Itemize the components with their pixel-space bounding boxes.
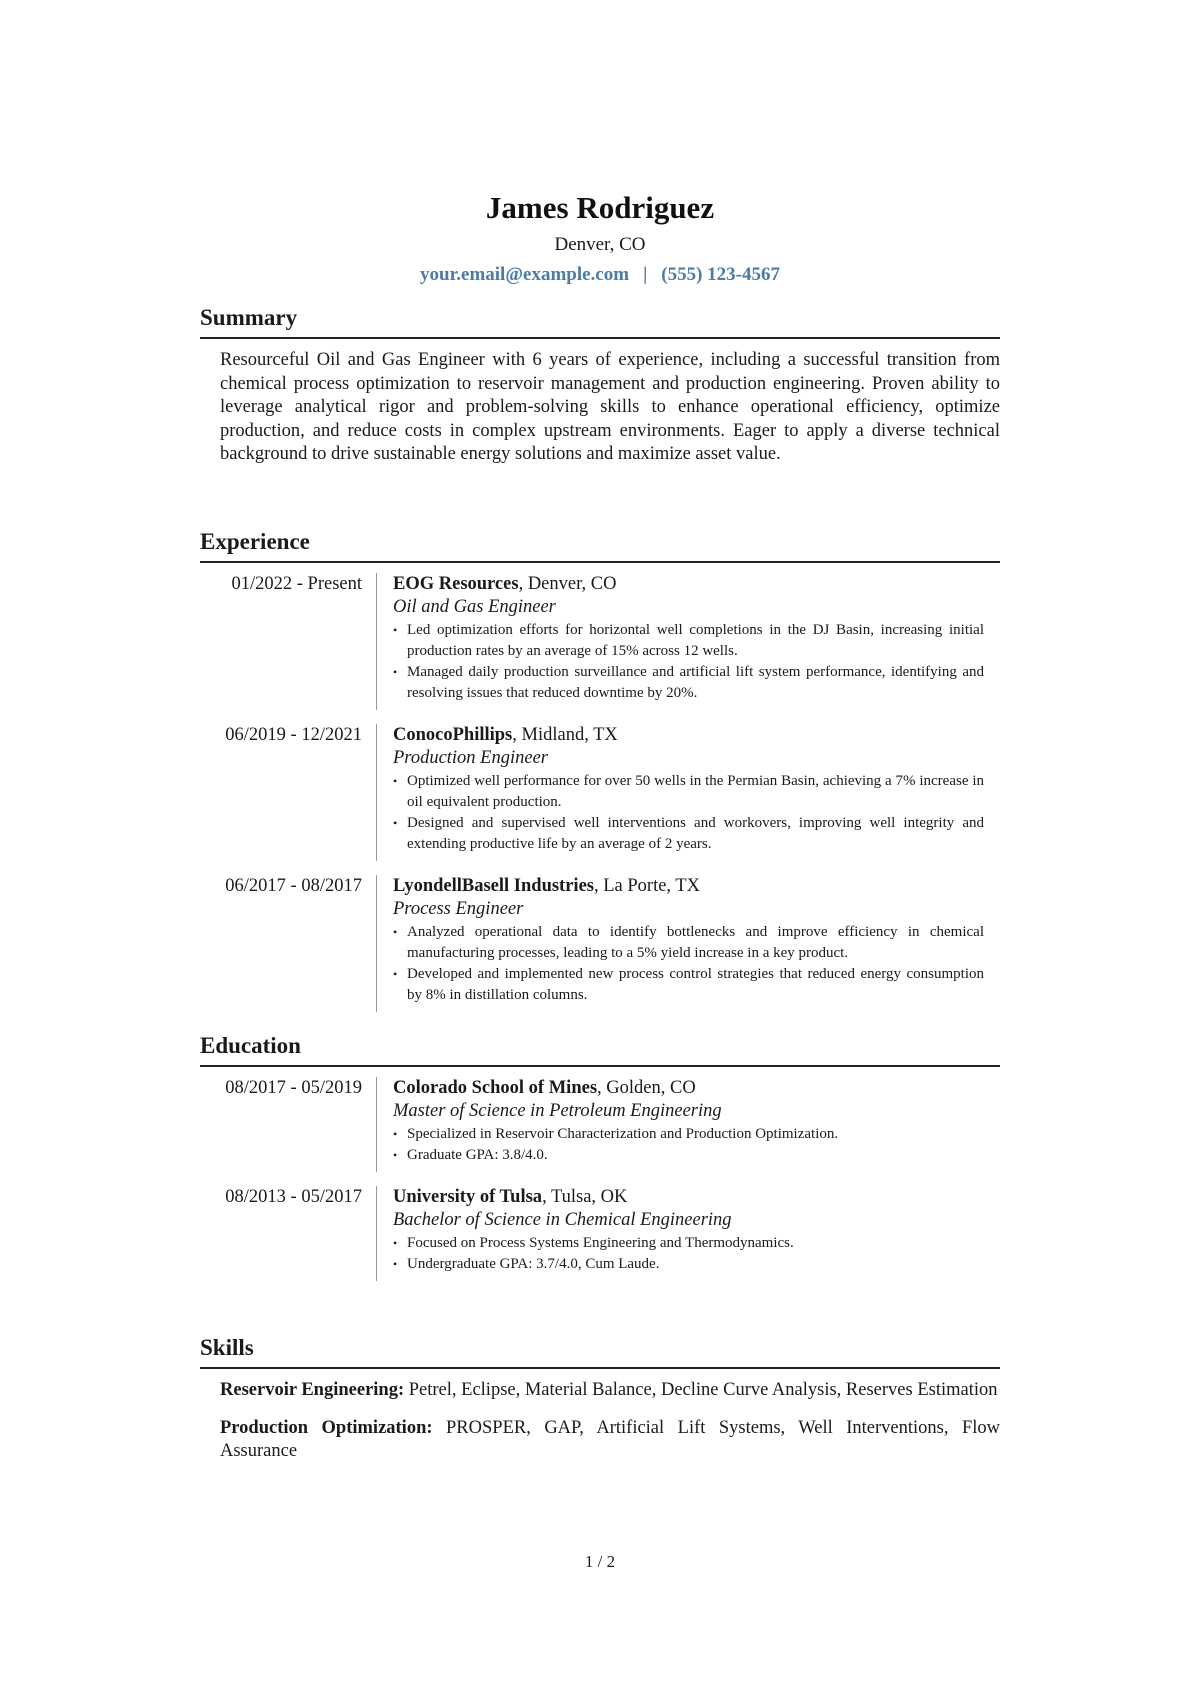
entry-date: 06/2017 - 08/2017 [225, 876, 362, 896]
entry-org-name: University of Tulsa [393, 1187, 543, 1207]
entry-org-location: , Golden, CO [597, 1078, 696, 1098]
entry-bullets [393, 922, 984, 1006]
entry-body [376, 1186, 984, 1281]
experience-section [200, 527, 1000, 1012]
entry-role: Bachelor of Science in Chemical Engineering [393, 1210, 732, 1230]
candidate-location: Denver, CO [554, 234, 646, 255]
entry-org [393, 573, 984, 596]
entry-date: 08/2017 - 05/2019 [225, 1078, 362, 1098]
resume-header [200, 188, 1000, 288]
summary-text: Resourceful Oil and Gas Engineer with 6 years of experience, including a successful transition from chemical process optimization to reservoir management and production engineering. Proven ability to leverage analytical rigor and problem-solving skills to enhance operational efficiency, optimize production, and reduce costs in complex upstream environments. Eager to apply a diverse technical background to drive sustainable energy solutions and maximize asset value. [220, 350, 1000, 464]
education-entry [200, 1077, 1000, 1172]
experience-entry [200, 875, 1000, 1012]
entry-org-name: Colorado School of Mines [393, 1078, 598, 1098]
section-title-skills: Skills [200, 1333, 1000, 1369]
entry-org-location: , Denver, CO [518, 574, 617, 594]
section-title-education: Education [200, 1031, 1000, 1067]
resume-page [200, 0, 1000, 1683]
bullet-item: • Specialized in Reservoir Characterization and Production Optimization. [393, 1124, 984, 1145]
entry-body [376, 875, 984, 1012]
bullet-item: • Undergraduate GPA: 3.7/4.0, Cum Laude. [393, 1254, 984, 1275]
entry-body [376, 1077, 984, 1172]
bullet-item: • Focused on Process Systems Engineering and Thermodynamics. [393, 1233, 984, 1254]
bullet-item: • Analyzed operational data to identify bottlenecks and improve efficiency in chemical manufacturing processes, leading to a 5% yield increase in a key product. [393, 922, 984, 964]
entry-body [376, 573, 984, 710]
entry-org [393, 875, 984, 898]
education-entry [200, 1186, 1000, 1281]
entry-role: Oil and Gas Engineer [393, 597, 556, 617]
entry-role: Master of Science in Petroleum Engineering [393, 1101, 722, 1121]
education-section [200, 1031, 1000, 1281]
skill-value: Petrel, Eclipse, Material Balance, Decline Curve Analysis, Reserves Estimation [404, 1380, 998, 1400]
entry-org-name: EOG Resources [393, 574, 519, 594]
entry-org-location: , Tulsa, OK [542, 1187, 628, 1207]
bullet-item: • Optimized well performance for over 50 wells in the Permian Basin, achieving a 7% increase in oil equivalent production. [393, 771, 984, 813]
entry-date: 06/2019 - 12/2021 [225, 725, 362, 745]
section-title-experience: Experience [200, 527, 1000, 563]
contact-line [200, 262, 1000, 288]
entry-date: 01/2022 - Present [231, 574, 362, 594]
bullet-item: • Led optimization efforts for horizontal well completions in the DJ Basin, increasing initial production rates by an average of 15% across 12 wells. [393, 620, 984, 662]
entry-org [393, 1077, 984, 1100]
entry-org-location: , La Porte, TX [593, 876, 700, 896]
candidate-name: James Rodriguez [485, 190, 715, 225]
experience-entry [200, 724, 1000, 861]
entry-org-location: , Midland, TX [512, 725, 618, 745]
entry-bullets [393, 620, 984, 704]
entry-org-name: ConocoPhillips [393, 725, 513, 745]
experience-entry [200, 573, 1000, 710]
entry-org [393, 724, 984, 747]
entry-role: Process Engineer [393, 899, 524, 919]
entry-body [376, 724, 984, 861]
entry-bullets [393, 771, 984, 855]
email-link[interactable]: your.email@example.com [420, 264, 630, 285]
bullet-item: • Graduate GPA: 3.8/4.0. [393, 1145, 984, 1166]
skill-item [220, 1379, 1000, 1403]
contact-separator: | [643, 264, 648, 285]
entry-role: Production Engineer [393, 748, 548, 768]
entry-date: 08/2013 - 05/2017 [225, 1187, 362, 1207]
summary-section [200, 303, 1000, 467]
bullet-item: • Designed and supervised well interventions and workovers, improving well integrity and extending productive life by an average of 2 years. [393, 813, 984, 855]
entry-org [393, 1186, 984, 1209]
skill-label: Production Optimization: [220, 1417, 433, 1438]
entry-bullets [393, 1233, 984, 1275]
entry-bullets [393, 1124, 984, 1166]
skill-item [220, 1417, 1000, 1464]
skill-label: Reservoir Engineering: [220, 1380, 405, 1400]
skill-value: PROSPER, GAP, Artificial Lift Systems, Well Interventions, Flow Assurance [220, 1417, 1001, 1461]
entry-org-name: LyondellBasell Industries [393, 876, 594, 896]
bullet-item: • Developed and implemented new process control strategies that reduced energy consumption by 8% in distillation columns. [393, 964, 984, 1006]
skills-section [200, 1333, 1000, 1464]
page-number: 1 / 2 [584, 1552, 616, 1571]
phone-link[interactable]: (555) 123-4567 [661, 264, 780, 285]
section-title-summary: Summary [200, 303, 1000, 339]
bullet-item: • Managed daily production surveillance and artificial lift system performance, identifying and resolving issues that reduced downtime by 20%. [393, 662, 984, 704]
